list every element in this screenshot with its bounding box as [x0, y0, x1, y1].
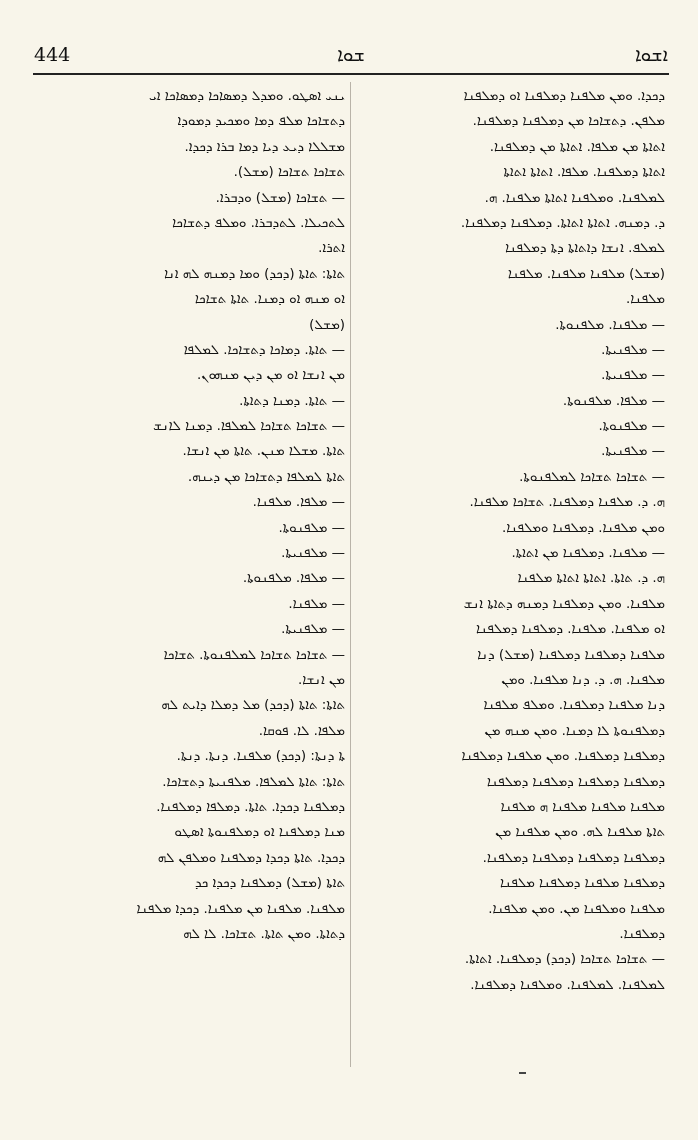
left-line: ܬܐ ܕܢܬܐ: (ܕܟܕ) ܡܠܦܢܐ. ܕܢܬܐ. ܕܢܬܐ.: [176, 749, 345, 765]
left-line: — ܬܫܐܟܐ ܬܫܐܟܐ ܠܡܠܦܢܘܬܐ. ܬܫܐܟܐ: [163, 647, 345, 663]
column-divider: [350, 82, 351, 1067]
running-title-right: ܐܫܘܐ: [634, 44, 668, 66]
right-line: ܕܡܠܦܢܐ ܕܡܠܦܢܐ. ܘܡܢ ܡܠܦܢܐ ܕܡܠܦܢܐ: [461, 749, 665, 765]
left-line: ܕܡܠܦܢܐ ܕܟܕܐ. ܬܐܬܐ. ܕܡܠܦܐ ܕܡܠܦܢܐ.: [156, 799, 345, 815]
left-line: ܠܬܟܝܠܐ. ܠܬܕܒܪܐ. ܘܡܠܦ ܕܬܫܐܟܐ: [172, 215, 345, 231]
right-line: — ܡܠܦܢܘܬܐ.: [598, 419, 665, 435]
right-line: ܕܡܠܦܢܐ ܡܠܦܢܐ ܕܡܠܦܢܐ ܡܠܦܢܐ: [500, 876, 665, 892]
left-line: ܐܬܪܐ.: [318, 241, 345, 257]
left-line: — ܬܐܬܐ. ܕܡܐܟܐ ܕܬܫܐܟܐ. ܠܡܠܦܐ: [183, 342, 345, 358]
left-line: — ܬܐܬܐ. ܕܡܢܐ ܕܬܐܬܐ.: [239, 393, 345, 409]
left-line: ܬܐܬܐ ܠܡܠܦܐ ܕܬܫܐܟܐ ܡܢ ܕܝܢܗ.: [187, 469, 345, 485]
left-line: — ܡܠܦܢܝܬܐ.: [281, 622, 345, 638]
right-line: ܕܡܠܦܢܐ.: [619, 926, 665, 942]
left-line: ܬܐܬܐ. ܡܫܠܐ ܡܢܢ. ܬܐܬܐ ܡܢ ܐܢܫܐ.: [182, 444, 345, 460]
right-line: ܕܟܕܐ. ܘܡܢ ܡܠܦܢܐ ܕܡܠܦܢܐ ܐܘ ܕܡܠܦܢܐ: [463, 89, 665, 104]
left-line: ܡܠܦܢܐ. ܡܠܦܢܐ ܡܢ ܡܠܦܢܐ. ܕܟܕܐ ܡܠܦܢܐ: [136, 901, 345, 917]
left-line: — ܡܠܦܢܝܬܐ.: [281, 546, 345, 562]
left-line: ܝܢܝ ܐܣܛܘ. ܘܡܕܠ ܕܡܣܐܟܐ ܕܡܣܐܟܐ ܐܝ: [148, 89, 345, 104]
left-line: ܬܫܐܟܐ ܬܫܐܟܐ (ܡܫܠ).: [233, 165, 345, 181]
page-header: [34, 44, 668, 70]
left-line: ܡܫܠܠܐ ܕܝܥ ܕܝܐ ܕܡܐ ܒܪܐ ܕܟܕܐ.: [184, 139, 345, 155]
right-line: — ܡܠܦܢܝܬܐ.: [601, 342, 665, 358]
right-line: ܠܡܠܦܢܐ. ܠܡܠܦܢܐ. ܘܡܠܦܢܐ ܕܡܠܦܢܐ.: [470, 977, 665, 993]
bottom-mark: [519, 1072, 526, 1074]
right-line: ܐܬܐܬܐ ܕܡܠܦܢܐ. ܡܠܦܐ. ܐܬܐܬܐ ܐܬܐܬܐ: [503, 165, 665, 181]
right-line: ܕ. ܕܡܢܗ. ܐܬܐܬܐ ܐܬܐܬܐ. ܕܡܠܦܢܐ ܕܡܠܦܢܐ.: [460, 215, 665, 231]
right-line: — ܡܠܦܢܐ. ܡܠܦܢܘܬܐ.: [555, 317, 665, 333]
right-line: — ܡܠܦܢܝܬܐ.: [601, 444, 665, 460]
left-line: ܡܢ ܐܢܫܐ ܐܘ ܡܢ ܕܝܢ ܡܢܗܘܢ.: [197, 368, 345, 384]
left-line: ܡܢ ܐܢܫܐ.: [297, 672, 345, 688]
left-line: ܕܟܕܐ. ܬܐܬܐ ܕܟܕܐ ܕܡܠܦܢܐ ܘܡܠܦܢ ܠܗ: [157, 850, 345, 866]
right-line: ܐܘ ܡܠܦܢܐ. ܡܠܦܢܐ. ܕܡܠܦܢܐ ܕܡܠܦܢܐ: [476, 622, 665, 638]
right-line: ܕܡܠܦܢܐ ܕܡܠܦܢܐ ܕܡܠܦܢܐ ܕܡܠܦܢܐ: [486, 774, 665, 790]
header-rule: [33, 73, 669, 75]
left-line: — ܡܠܦܐ. ܡܠܦܢܐ.: [252, 495, 345, 511]
right-line: ܡܠܦܢܐ. ܘܡܢ ܕܡܠܦܢܐ ܕܡܢܗ ܕܬܐܬܐ ܐܢܫ: [463, 596, 665, 612]
left-line: ܬܐܬܐ: ܬܐܬܐ ܠܡܠܦܐ. ܡܠܦܢܝܬܐ ܕܬܫܐܟܐ.: [162, 774, 345, 790]
left-line: — ܡܠܦܢܐ.: [288, 596, 345, 612]
right-line: [360, 998, 665, 1023]
right-line: ܡܠܦܢܐ. ܗ. ܕ. ܕܢܐ ܡܠܦܢܐ. ܘܡܢ: [501, 672, 665, 688]
right-text-column: [360, 84, 665, 1023]
left-line: ܬܐܬܐ: ܬܐܬܐ (ܕܟܕ) ܡܠ ܕܡܠܐ ܕܐܝܬ ܠܗ: [161, 698, 345, 714]
right-line: ܕܡܠܦܢܐ ܕܡܠܦܢܐ ܕܡܠܦܢܐ ܕܡܠܦܢܐ.: [482, 850, 665, 866]
right-line: — ܬܫܐܟܐ ܬܫܐܟܐ ܠܡܠܦܢܘܬܐ.: [519, 469, 665, 485]
left-line: ܬܐܬܐ (ܡܫܠ) ܕܡܠܦܢܐ ܕܟܕܐ ܟܕ: [194, 876, 345, 892]
left-line: ܕܬܐܬܐ. ܘܡܢ ܬܐܬܐ. ܬܫܐܟܐ. ܠܐ ܠܗ: [183, 926, 345, 942]
right-line: — ܡܠܦܢܐ. ܕܡܠܦܢܐ ܡܢ ܐܬܐܬܐ.: [511, 546, 665, 562]
left-line: ܕܬܫܐܟܐ ܡܠܦ ܕܡܐ ܘܡܟܝܕ ܕܡܘܕܐ: [177, 114, 345, 130]
right-line: ܡܠܦܢܐ ܕܡܠܦܢܐ ܕܡܠܦܢܐ (ܡܫܠ) ܕܢܐ: [477, 647, 665, 663]
left-line: ܐܘ ܡܢܗ ܐܘ ܕܡܢܐ. ܬܐܬܐ ܬܫܐܟܐ: [194, 292, 345, 308]
right-line: — ܡܠܦܢܝܬܐ.: [601, 368, 665, 384]
page-number: 444: [34, 44, 71, 66]
right-line: — ܡܠܦܐ. ܡܠܦܢܘܬܐ.: [562, 393, 665, 409]
left-line: — ܬܫܐܟܐ ܬܫܐܟܐ ܠܡܠܦܐ. ܕܡܢܐ ܠܐܢܫ: [153, 419, 345, 435]
left-line: ܡܠܦܐ. ܠܐ. ܦܘܩܐ.: [258, 723, 345, 739]
right-line: (ܡܫܠ) ܡܠܦܢܐ ܡܠܦܢܐ. ܡܠܦܢܐ: [507, 266, 665, 282]
left-line: (ܡܫܠ): [309, 317, 345, 333]
left-line: — ܡܠܦܢܘܬܐ.: [278, 520, 345, 536]
running-title: ܫܘܐ: [337, 44, 365, 66]
right-line: ܬܐܬܐ ܡܠܦܢܐ ܠܗ. ܘܡܢ ܡܠܦܢܐ ܡܢ: [495, 825, 665, 841]
right-line: ܕܢܐ ܡܠܦܢܐ ܕܡܠܦܢܐ. ܘܡܠܦ ܡܠܦܢܐ: [483, 698, 665, 714]
left-line: ܡܢܐ ܕܡܠܦܢܐ ܐܘ ܕܡܠܦܢܘܬܐ ܐܣܛܘ: [174, 825, 345, 841]
right-line: ܡܠܦܢ. ܕܬܫܐܟܐ ܡܢ ܕܡܠܦܢܐ ܕܡܠܦܢܐ.: [472, 114, 665, 130]
right-line: ܠܡܠܦ. ܐܢܫܐ ܕܐܬܐܬܐ ܕܬܐ ܕܡܠܦܢܐ: [505, 241, 665, 257]
right-line: ܗ. ܕ. ܬܐܬܐ. ܐܬܐܬܐ ܐܬܐܬܐ ܡܠܦܢܐ: [517, 571, 665, 587]
right-line: ܡܠܦܢܐ ܘܡܠܦܢܐ ܡܢ. ܘܡܢ ܡܠܦܢܐ.: [488, 901, 665, 917]
right-line: ܕܡܠܦܢܘܬܐ ܠܐ ܕܡܢܐ. ܘܡܢ ܡܢܗ ܡܢ: [484, 723, 665, 739]
right-line: ܐܬܐܬܐ ܡܢ ܡܠܦܐ. ܐܬܐܬܐ ܡܢ ܕܡܠܦܢܐ.: [489, 139, 665, 155]
right-line: ܘܡܢ ܡܠܦܢܐ. ܕܡܠܦܢܐ ܘܡܠܦܢܐ.: [501, 520, 665, 536]
right-line: ܠܡܠܦܢܐ. ܘܡܠܦܢܐ ܐܬܐܬܐ ܡܠܦܢܐ. ܗ.: [484, 190, 665, 206]
right-line: ܡܠܦܢܐ.: [626, 292, 665, 308]
left-text-column: [32, 84, 345, 947]
left-line: — ܡܠܦܐ. ܡܠܦܢܘܬܐ.: [242, 571, 345, 587]
left-line: — ܬܫܐܟܐ (ܡܫܠ) ܘܕܒܪܐ.: [215, 190, 345, 206]
left-line: ܬܐܬܐ: ܬܐܬܐ (ܕܟܕ) ܘܡܐ ܕܡܢܗ ܠܗ ܐܢܐ: [164, 266, 345, 282]
right-line: ܗ. ܕ. ܡܠܦܢܐ ܕܡܠܦܢܐ. ܬܫܐܟܐ ܡܠܦܢܐ.: [469, 495, 665, 511]
right-line: — ܬܫܐܟܐ ܬܫܐܟܐ (ܕܟܕ) ܕܡܠܦܢܐ. ܐܬܐܬܐ.: [464, 952, 665, 968]
right-line: ܡܠܦܢܐ ܡܠܦܢܐ ܡܠܦܢܐ ܗ ܡܠܦܢܐ: [500, 799, 665, 815]
